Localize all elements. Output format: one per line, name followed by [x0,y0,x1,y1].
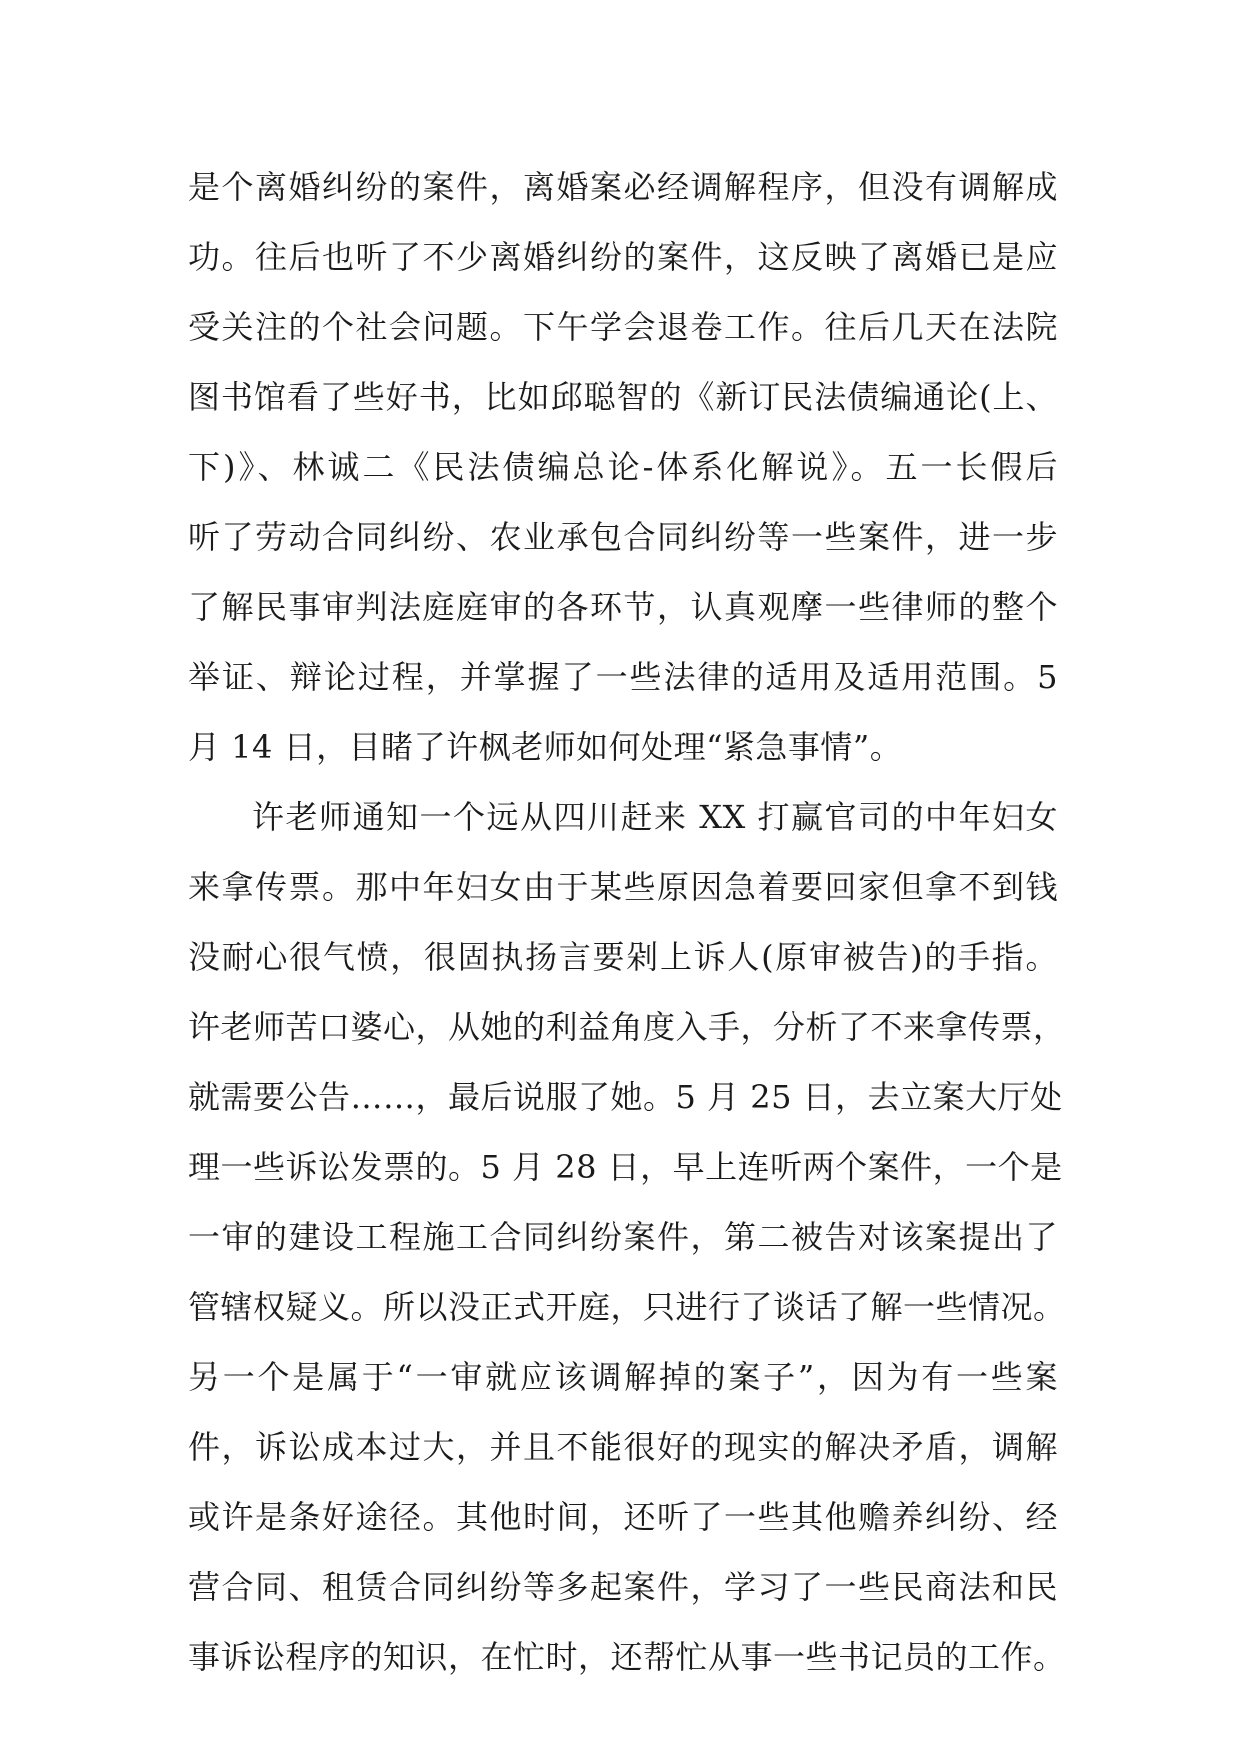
text-line: 了解民事审判法庭庭审的各环节，认真观摩一些律师的整个 [188,588,1058,626]
text-line: 理一些诉讼发票的。5 月 28 日，早上连听两个案件，一个是 [188,1148,1063,1186]
text-line: 另一个是属于“一审就应该调解掉的案子”，因为有一些案 [188,1358,1058,1396]
text-line: 许老师苦口婆心，从她的利益角度入手，分析了不来拿传票， [188,1008,1066,1046]
text-line: 没耐心很气愤，很固执扬言要剁上诉人(原审被告)的手指。 [188,938,1058,976]
text-line: 下)》、林诚二《民法债编总论-体系化解说》。五一长假后 [188,448,1058,486]
paragraph-1 [188,152,1058,782]
paragraph-2 [188,782,1066,1692]
text-line: 营合同、租赁合同纠纷等多起案件，学习了一些民商法和民 [188,1568,1058,1606]
text-line: 或许是条好途径。其他时间，还听了一些其他赡养纠纷、经 [188,1498,1058,1536]
text-line: 是个离婚纠纷的案件，离婚案必经调解程序，但没有调解成 [188,168,1058,206]
text-line: 月 14 日，目睹了许枫老师如何处理“紧急事情”。 [188,728,903,766]
text-line: 图书馆看了些好书，比如邱聪智的《新订民法债编通论(上、 [188,378,1058,416]
text-line: 一审的建设工程施工合同纠纷案件，第二被告对该案提出了 [188,1218,1058,1256]
text-line: 受关注的个社会问题。下午学会退卷工作。往后几天在法院 [188,308,1058,346]
text-line: 许老师通知一个远从四川赶来 XX 打赢官司的中年妇女 [252,798,1058,836]
text-line: 来拿传票。那中年妇女由于某些原因急着要回家但拿不到钱 [188,868,1058,906]
text-line: 件，诉讼成本过大，并且不能很好的现实的解决矛盾，调解 [188,1428,1058,1466]
text-line: 功。往后也听了不少离婚纠纷的案件，这反映了离婚已是应 [188,238,1058,276]
text-line: 举证、辩论过程，并掌握了一些法律的适用及适用范围。5 [188,658,1058,696]
text-line: 就需要公告……，最后说服了她。5 月 25 日，去立案大厅处 [188,1078,1063,1116]
body-text [188,152,1066,1692]
text-line: 听了劳动合同纠纷、农业承包合同纠纷等一些案件，进一步 [188,518,1058,556]
text-line: 管辖权疑义。所以没正式开庭，只进行了谈话了解一些情况。 [188,1288,1066,1326]
text-line: 事诉讼程序的知识，在忙时，还帮忙从事一些书记员的工作。 [188,1638,1066,1676]
